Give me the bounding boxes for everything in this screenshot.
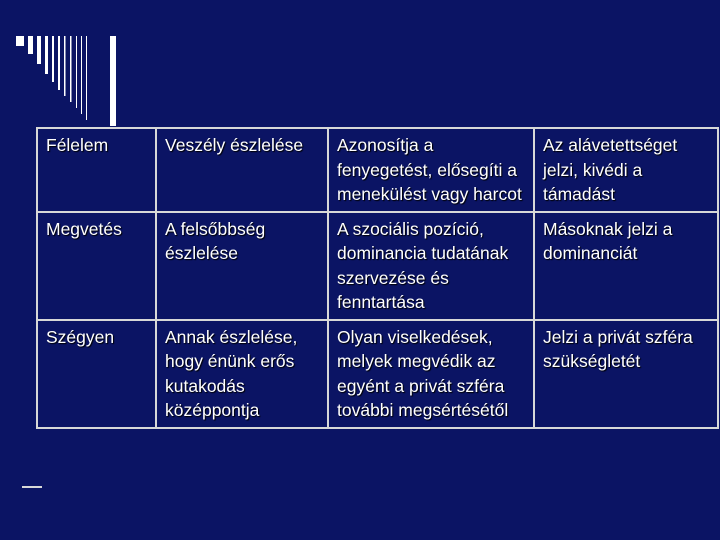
table-cell-function: A szociális pozíció, dominancia tudatának szervezése és fenntartása [328,212,534,320]
table-cell-appraisal: A felsőbbség észlelése [156,212,328,320]
table-cell-appraisal: Veszély észlelése [156,128,328,212]
table-cell-social-function: Jelzi a privát szféra szükségletét [534,320,718,428]
decorative-bars-graphic [14,34,124,134]
emotion-table [36,127,719,429]
table-cell-social-function: Az alávetettséget jelzi, kivédi a támadást [534,128,718,212]
table-cell-function: Olyan viselkedések, melyek megvédik az egyént a privát szféra további megsértésétől [328,320,534,428]
divider-line [22,486,42,488]
table-cell-emotion: Szégyen [37,320,156,428]
table-cell-function: Azonosítja a fenyegetést, elősegíti a menekülést vagy harcot [328,128,534,212]
table-cell-emotion: Félelem [37,128,156,212]
table-cell-social-function: Másoknak jelzi a dominanciát [534,212,718,320]
table-row [37,128,718,212]
table-cell-appraisal: Annak észlelése, hogy énünk erős kutakodás középpontja [156,320,328,428]
table-cell-emotion: Megvetés [37,212,156,320]
table-row [37,320,718,428]
table-row [37,212,718,320]
